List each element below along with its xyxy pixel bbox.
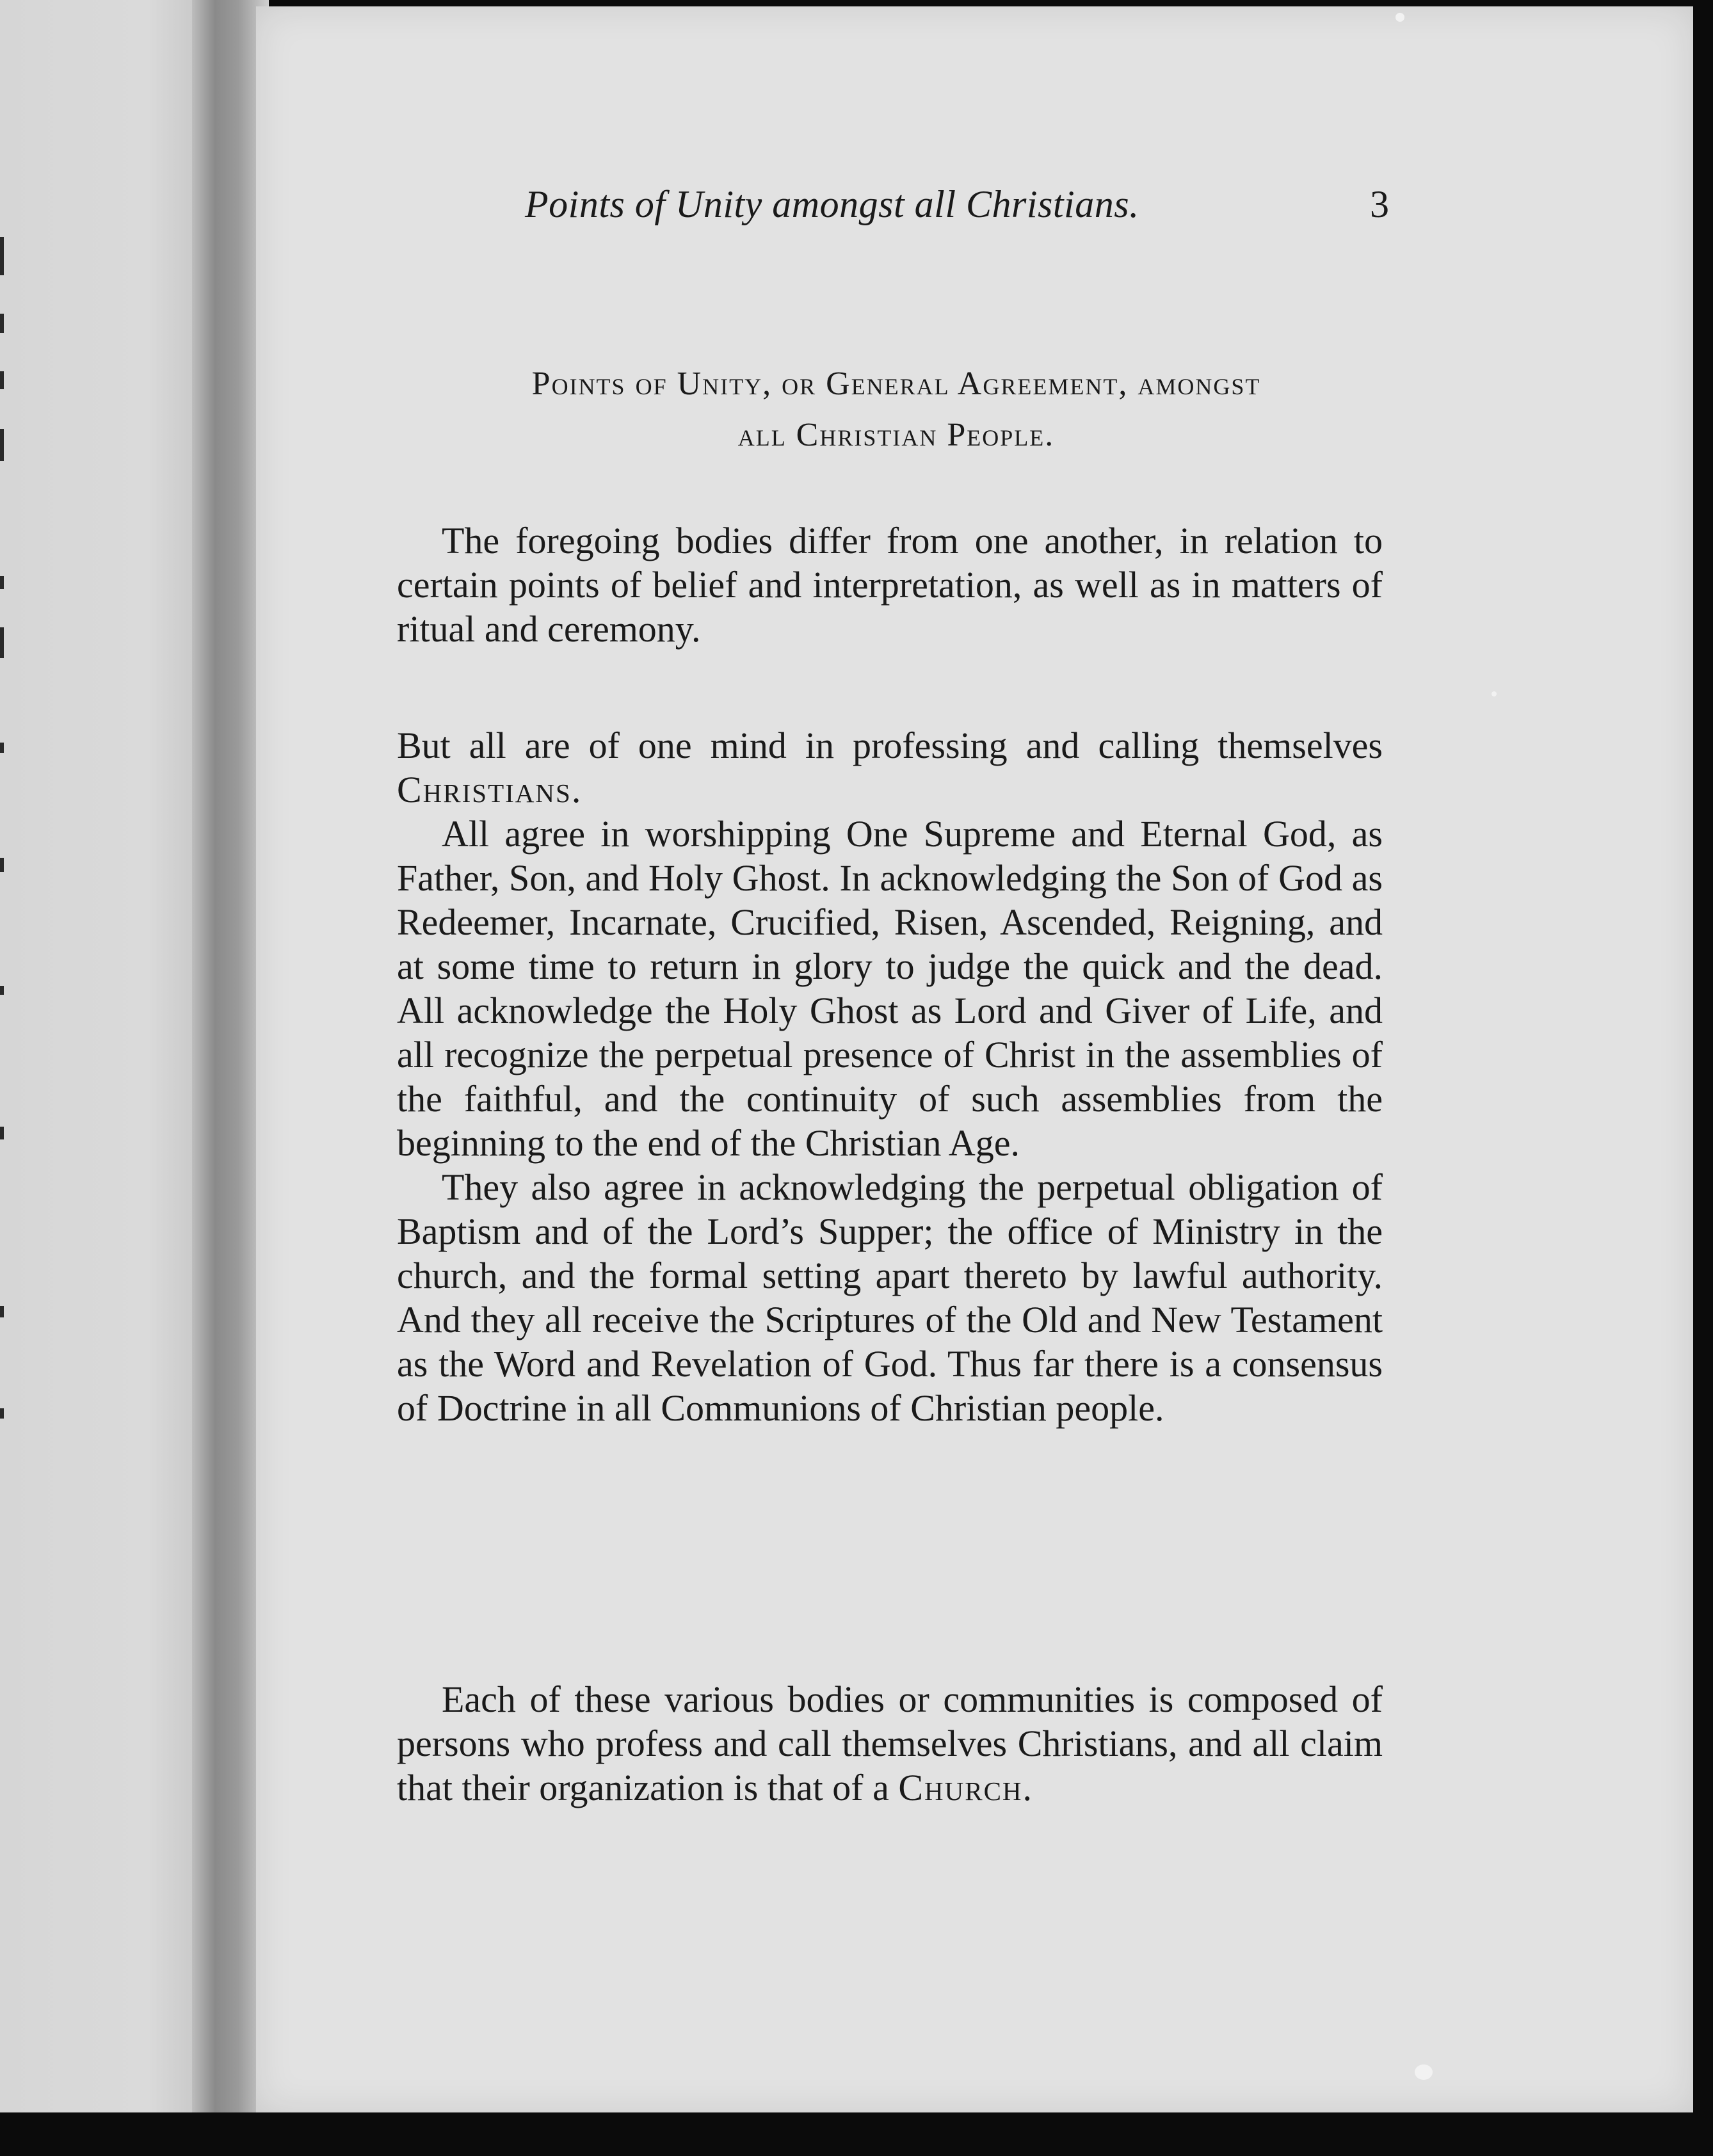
paragraph-sacraments: They also agree in acknowledging the perpetual obligation of Baptism and of the Lord’s Supper; the office of Ministry in the church, and the formal setting apart thereto by lawful authority. And they all receive the Scriptures of the Old and New Testament as the Word and Revelation of God. Thus far there is a consensus of Doctrine in all Communions of Christian people.	[397, 1166, 1383, 1429]
emphasis-christians: Christians	[397, 769, 572, 810]
section-heading-line-2: all Christian People.	[737, 417, 1055, 453]
text-block-intro	[397, 519, 1383, 651]
section-heading	[397, 358, 1395, 461]
paragraph-worship: All agree in worshipping One Supreme and Eternal God, as Father, Son, and Holy Ghost. In acknowledging the Son of God as Redeemer, Incarnate, Crucified, Risen, Ascended, Reigning, and at some time to return in glory to judge the quick and the dead. All acknowledge the Holy Ghost as Lord and Giver of Life, and all recognize the perpetual presence of Christ in the assemblies of the faithful, and the continuity of such assemblies from the beginning to the end of the Christian Age.	[397, 813, 1383, 1164]
facing-page-text-fragments	[0, 218, 13, 1434]
paragraph-church-end: .	[1022, 1767, 1033, 1808]
paragraph-one-mind	[397, 723, 1383, 812]
text-block-agreement	[397, 723, 1383, 1430]
text-block-church	[397, 1677, 1383, 1810]
scan-speck	[1415, 2064, 1433, 2080]
paragraph-church-text: Each of these various bodies or communities is composed of persons who profess and call themselves Christians, and all claim that their organization is that of a	[397, 1678, 1383, 1808]
facing-page-edge	[0, 0, 211, 2112]
paragraph-church	[397, 1677, 1383, 1810]
emphasis-church: Church	[898, 1767, 1023, 1808]
scan-speck	[1395, 13, 1404, 22]
page-number: 3	[1370, 183, 1389, 225]
scan-speck	[1492, 691, 1497, 696]
running-head	[525, 182, 1389, 234]
paragraph-one-mind-end: .	[571, 769, 581, 810]
paragraph-one-mind-text: But all are of one mind in professing and calling themselves	[397, 725, 1383, 766]
running-title: Points of Unity amongst all Christians.	[525, 183, 1139, 225]
paragraph-differences: The foregoing bodies differ from one another, in relation to certain points of belief and interpretation, as well as in matters of ritual and ceremony.	[397, 520, 1383, 650]
section-heading-line-1: Points of Unity, or General Agreement, amongst	[531, 366, 1261, 402]
